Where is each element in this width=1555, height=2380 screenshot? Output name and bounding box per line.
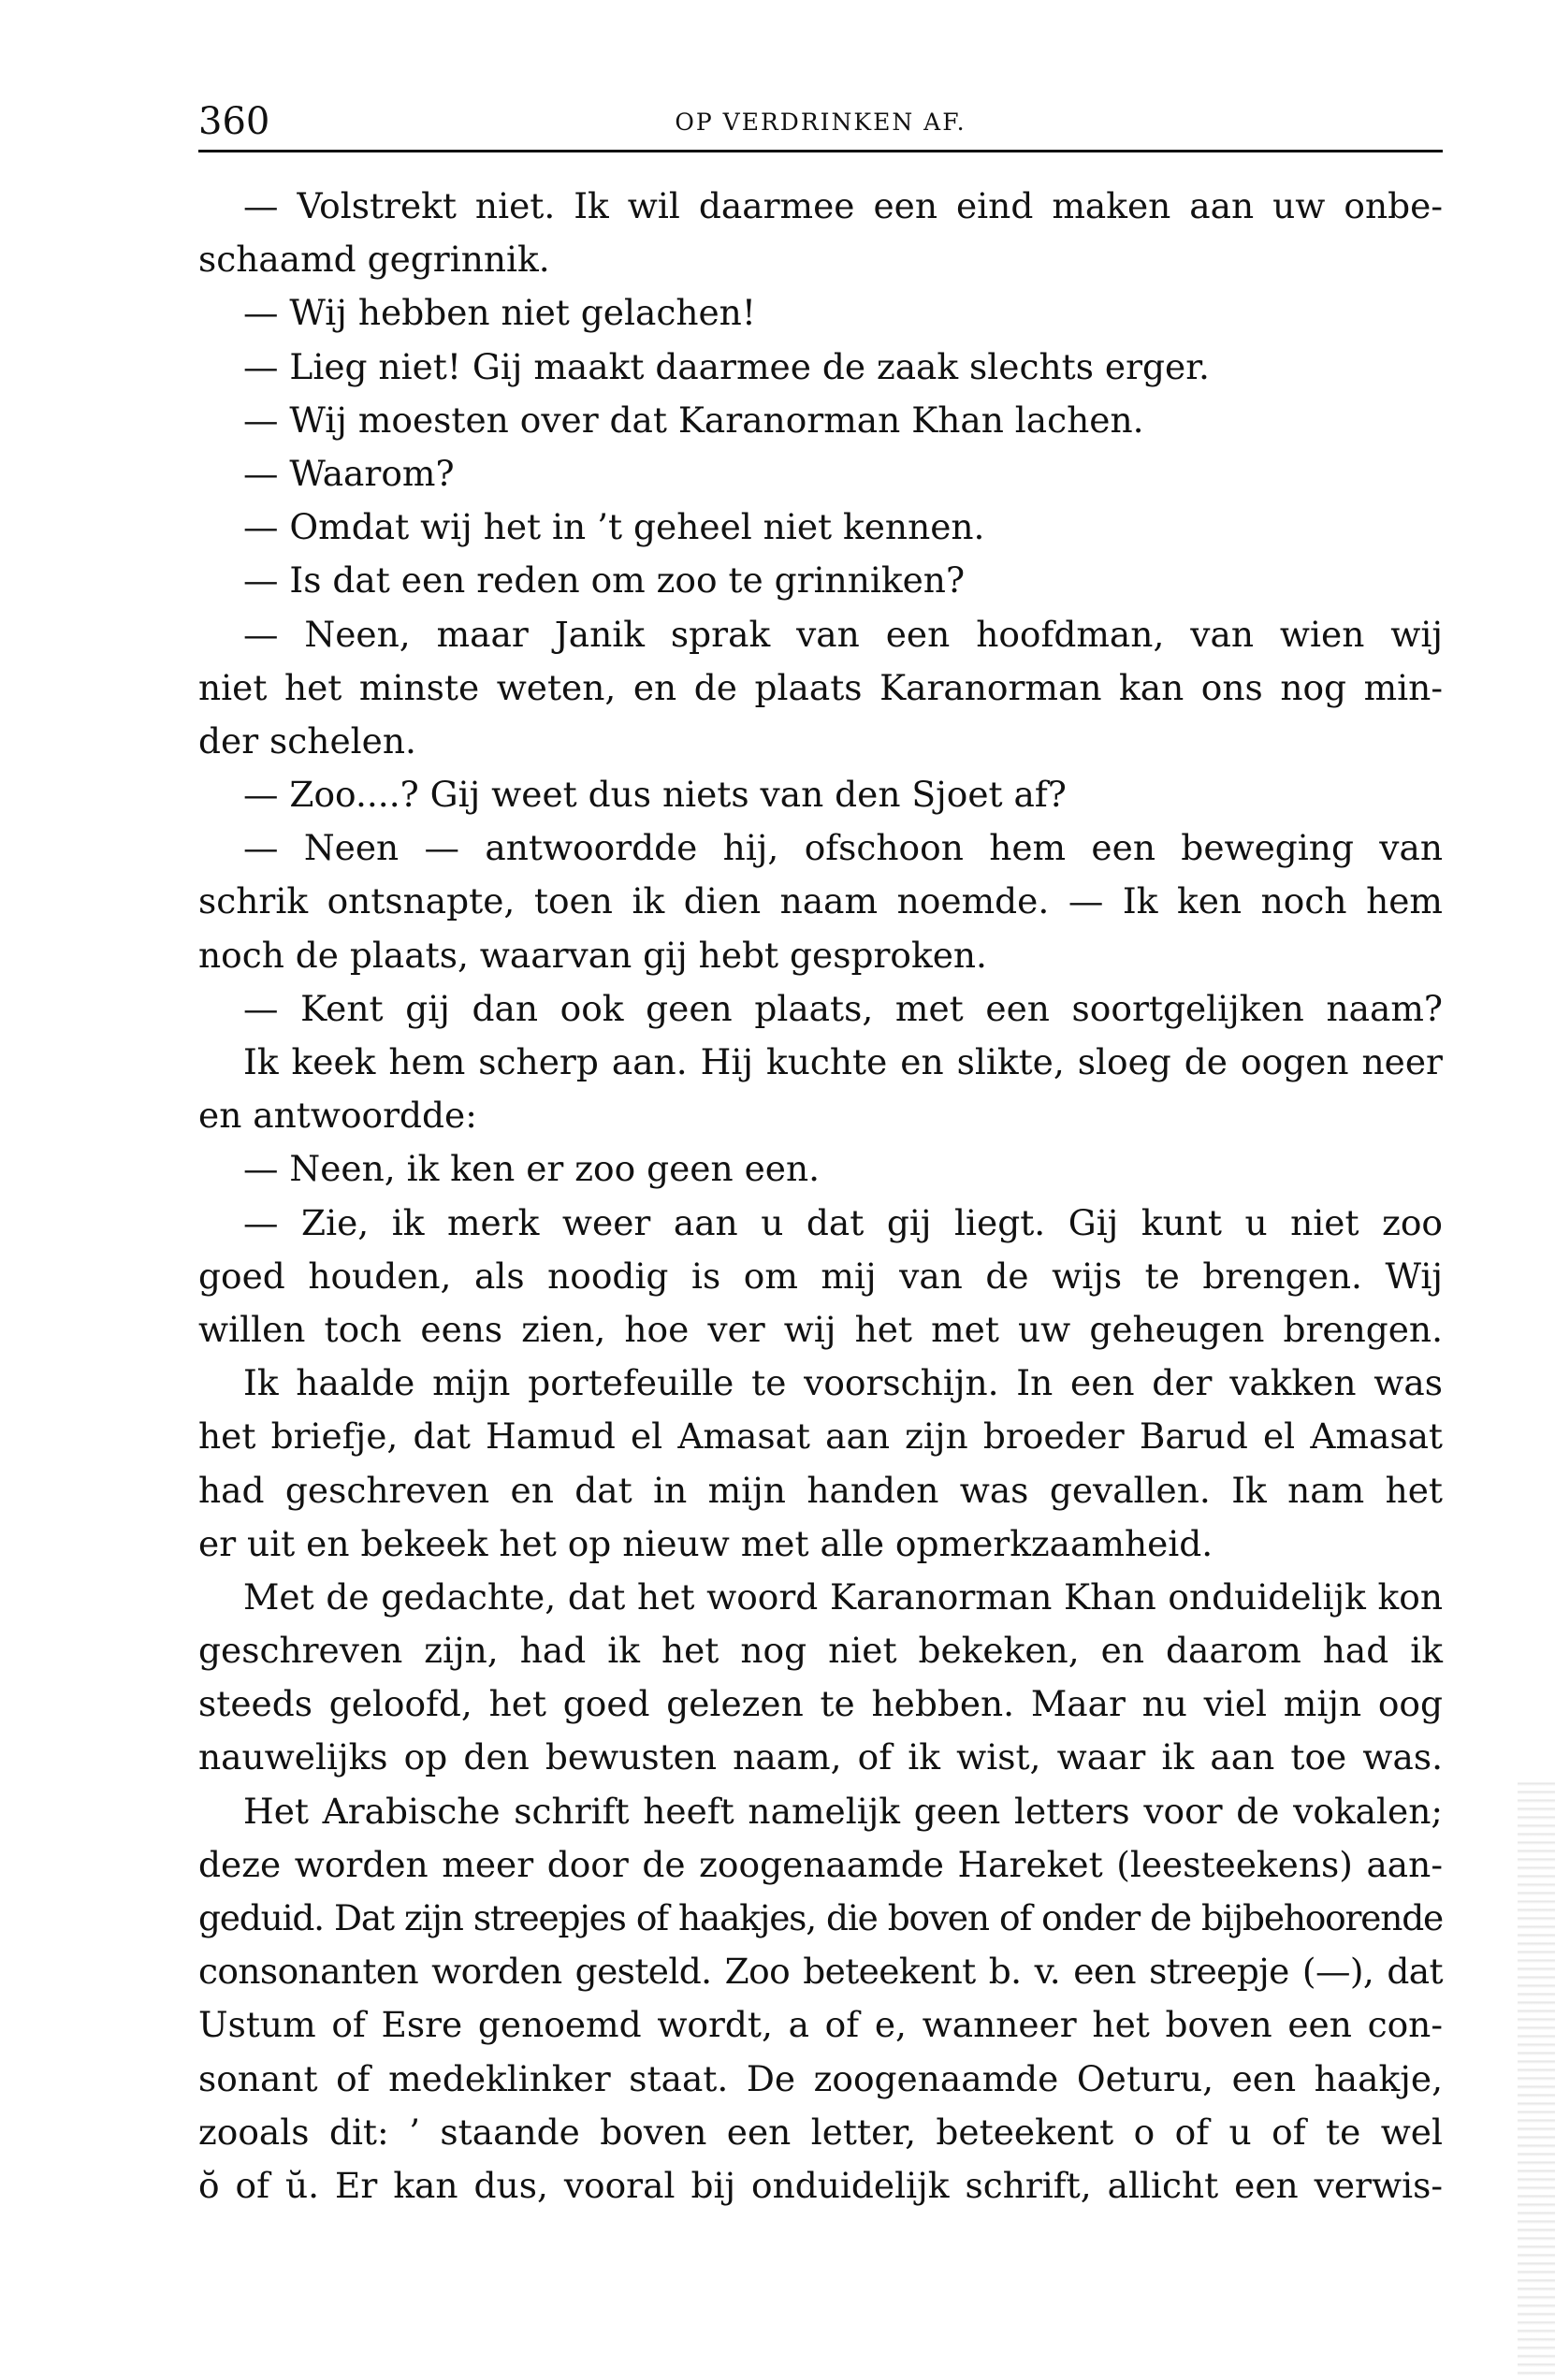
text-line: Ik haalde mijn portefeuille te voorschijn. In een der vakken was: [243, 1362, 1443, 1404]
text-line: sonant of medeklinker staat. De zoogenaamde Oeturu, een haakje,: [198, 2057, 1443, 2099]
text-line: geduid. Dat zijn streepjes of haakjes, die boven of onder de bijbehoorende: [198, 1897, 1443, 1938]
text-line: — Neen, maar Janik sprak van een hoofdman, van wien wij: [243, 613, 1443, 655]
text-line: — Wij hebben niet gelachen!: [243, 292, 756, 334]
text-line: Ustum of Esre genoemd wordt, a of e, wanneer het boven een con-: [198, 2004, 1443, 2046]
text-line: — Volstrekt niet. Ik wil daarmee een eind maken aan uw onbe-: [243, 185, 1443, 226]
text-line: — Wij moesten over dat Karanorman Khan lachen.: [243, 399, 1144, 441]
body-text: [198, 180, 1443, 2213]
text-line: Ik keek hem scherp aan. Hij kuchte en slikte, sloeg de oogen neer: [243, 1041, 1443, 1082]
text-line: zooals dit: ’ staande boven een letter, beteekent o of u of te wel: [198, 2111, 1443, 2153]
text-line: het briefje, dat Hamud el Amasat aan zijn broeder Barud el Amasat: [198, 1415, 1443, 1458]
text-line: — Zie, ik merk weer aan u dat gij liegt. Gij kunt u niet zoo: [243, 1201, 1443, 1243]
text-line: — Neen, ik ken er zoo geen een.: [243, 1148, 821, 1190]
text-line: — Lieg niet! Gij maakt daarmee de zaak slechts erger.: [243, 345, 1210, 387]
text-line: consonanten worden gesteld. Zoo beteekent b. v. een streepje (—), dat: [198, 1951, 1443, 1993]
text-line: geschreven zijn, had ik het nog niet bekeken, en daarom had ik: [198, 1630, 1443, 1672]
text-line: had geschreven en dat in mijn handen was gevallen. Ik nam het: [198, 1469, 1443, 1511]
page-edge-shadow: [1518, 1778, 1555, 2380]
text-line: steeds geloofd, het goed gelezen te hebben. Maar nu viel mijn oog: [198, 1683, 1443, 1725]
page-header: [198, 94, 1443, 152]
text-line: deze worden meer door de zoogenaamde Hareket (leesteekens) aan-: [198, 1843, 1443, 1885]
text-line: nauwelijks op den bewusten naam, of ik wist, waar ik aan toe was.: [198, 1736, 1443, 1778]
text-line: der schelen.: [198, 719, 416, 762]
text-line: Het Arabische schrift heeft namelijk geen letters voor de vokalen;: [243, 1790, 1443, 1832]
text-line: er uit en bekeek het op nieuw met alle opmerkzaamheid.: [198, 1522, 1213, 1564]
text-line: schaamd gegrinnik.: [198, 239, 550, 281]
text-line: ŏ of ŭ. Er kan dus, vooral bij onduidelijk schrift, allicht een verwis-: [198, 2164, 1443, 2206]
page-number: 360: [198, 100, 270, 143]
text-line: — Zoo....? Gij weet dus niets van den Sjoet af?: [243, 774, 1067, 816]
text-line: — Waarom?: [243, 452, 455, 494]
text-line: Met de gedachte, dat het woord Karanorman Khan onduidelijk kon: [243, 1575, 1443, 1618]
text-line: — Kent gij dan ook geen plaats, met een soortgelijken naam?: [243, 987, 1443, 1029]
text-line: niet het minste weten, en de plaats Karanorman kan ons nog min-: [198, 666, 1443, 708]
text-line: willen toch eens zien, hoe ver wij het met uw geheugen brengen.: [198, 1308, 1443, 1350]
text-line: — Neen — antwoordde hij, ofschoon hem een beweging van: [243, 827, 1443, 869]
text-line: goed houden, als noodig is om mij van de wijs te brengen. Wij: [198, 1255, 1443, 1297]
running-title: OP VERDRINKEN AF.: [675, 109, 966, 136]
text-line: — Omdat wij het in ’t geheel niet kennen.: [243, 506, 985, 548]
text-line: noch de plaats, waarvan gij hebt gesproken.: [198, 934, 987, 976]
text-line: en antwoordde:: [198, 1095, 477, 1137]
text-line: — Is dat een reden om zoo te grinniken?: [243, 559, 966, 602]
text-line: schrik ontsnapte, toen ik dien naam noemde. — Ik ken noch hem: [198, 880, 1443, 922]
